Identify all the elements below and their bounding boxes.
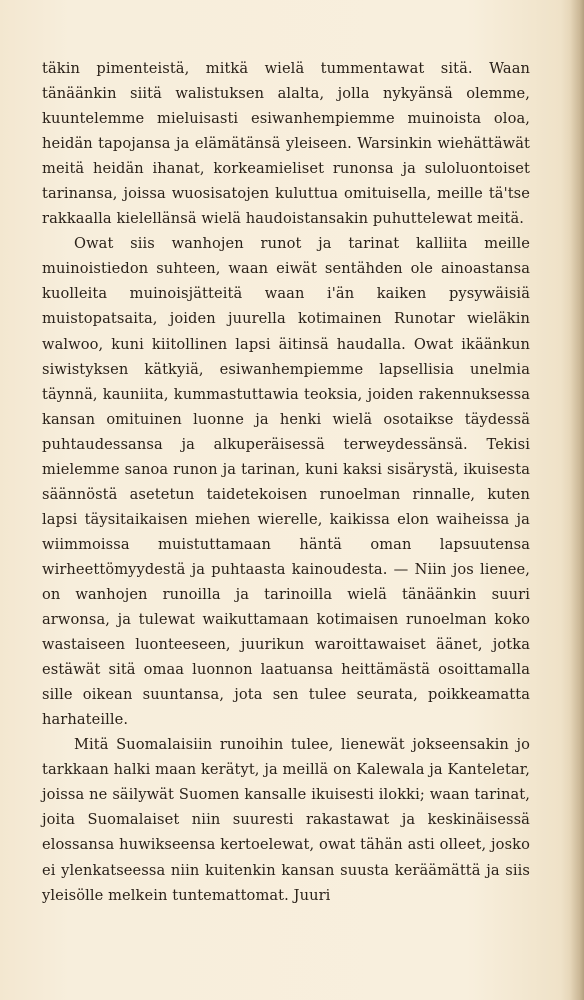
body-text <box>42 56 530 908</box>
paragraph-3: Mitä Suomalaisiin runoihin tulee, lienewät jokseensakin jo tarkkaan halki maan kerätyt, ja meillä on Kalewala ja Kanteletar, joissa ne säilywät Suomen kansalle ikuisesti ilokki; waan tarinat, joita Suomalaiset niin suuresti rakastawat ja keskinäisessä elossansa huwikseensa kertoelewat, owat tähän asti olleet, josko ei ylenkatseessa niin kuitenkin kansan suusta keräämättä ja siis yleisölle melkein tuntemattomat. Juuri <box>42 736 530 904</box>
page-edge-shadow <box>570 0 584 1000</box>
paragraph-1: täkin pimenteistä, mitkä wielä tummentawat sitä. Waan tänäänkin siitä walistuksen alalta, jolla nykyänsä olemme, kuuntelemme mieluisasti esiwanhempiemme muinoista oloa, heidän tapojansa ja elämätänsä yleiseen. Warsinkin wiehättäwät meitä heidän ihanat, korkeamieliset runonsa ja suloluontoiset tarinansa, joissa wuosisatojen kuluttua omituisella, meille tä'tse rakkaalla kielellänsä wielä haudoistansakin puhuttelewat meitä. <box>42 60 530 228</box>
paragraph-2: Owat siis wanhojen runot ja tarinat kalliita meille muinoistiedon suhteen, waan eiwät sentähden ole ainoastansa kuolleita muinoisjätteitä waan i'än kaiken pysywäisiä muistopatsaita, joiden juurella kotimainen Runotar wieläkin walwoo, kuni kiitollinen lapsi äitinsä haudalla. Owat ikäänkun siwistyksen kätkyiä, esiwanhempiemme lapsellisia unelmia täynnä, kauniita, kummastuttawia teoksia, joiden rakennuksessa kansan omituinen luonne ja henki wielä osotaikse täydessä puhtaudessansa ja alkuperäisessä terweydessänsä. Tekisi mielemme sanoa runon ja tarinan, kuni kaksi sisärystä, ikuisesta säännöstä asetetun taidetekoisen runoelman rinnalle, kuten lapsi täysitaikaisen miehen wierelle, kaikissa elon waiheissa ja wiimmoissa muistuttamaan häntä oman lapsuutensa wirheettömyydestä ja puhtaasta kainoudesta. — Niin jos lienee, on wanhojen runoilla ja tarinoilla wielä tänäänkin suuri arwonsa, ja tulewat waikuttamaan kotimaisen runoelman koko wastaiseen luonteeseen, juurikun waroittawaiset äänet, jotka estäwät sitä omaa luonnon laatuansa heittämästä osoittamalla sille oikean suuntansa, jota sen tulee seurata, poikkeamatta harhateille. <box>42 235 530 729</box>
